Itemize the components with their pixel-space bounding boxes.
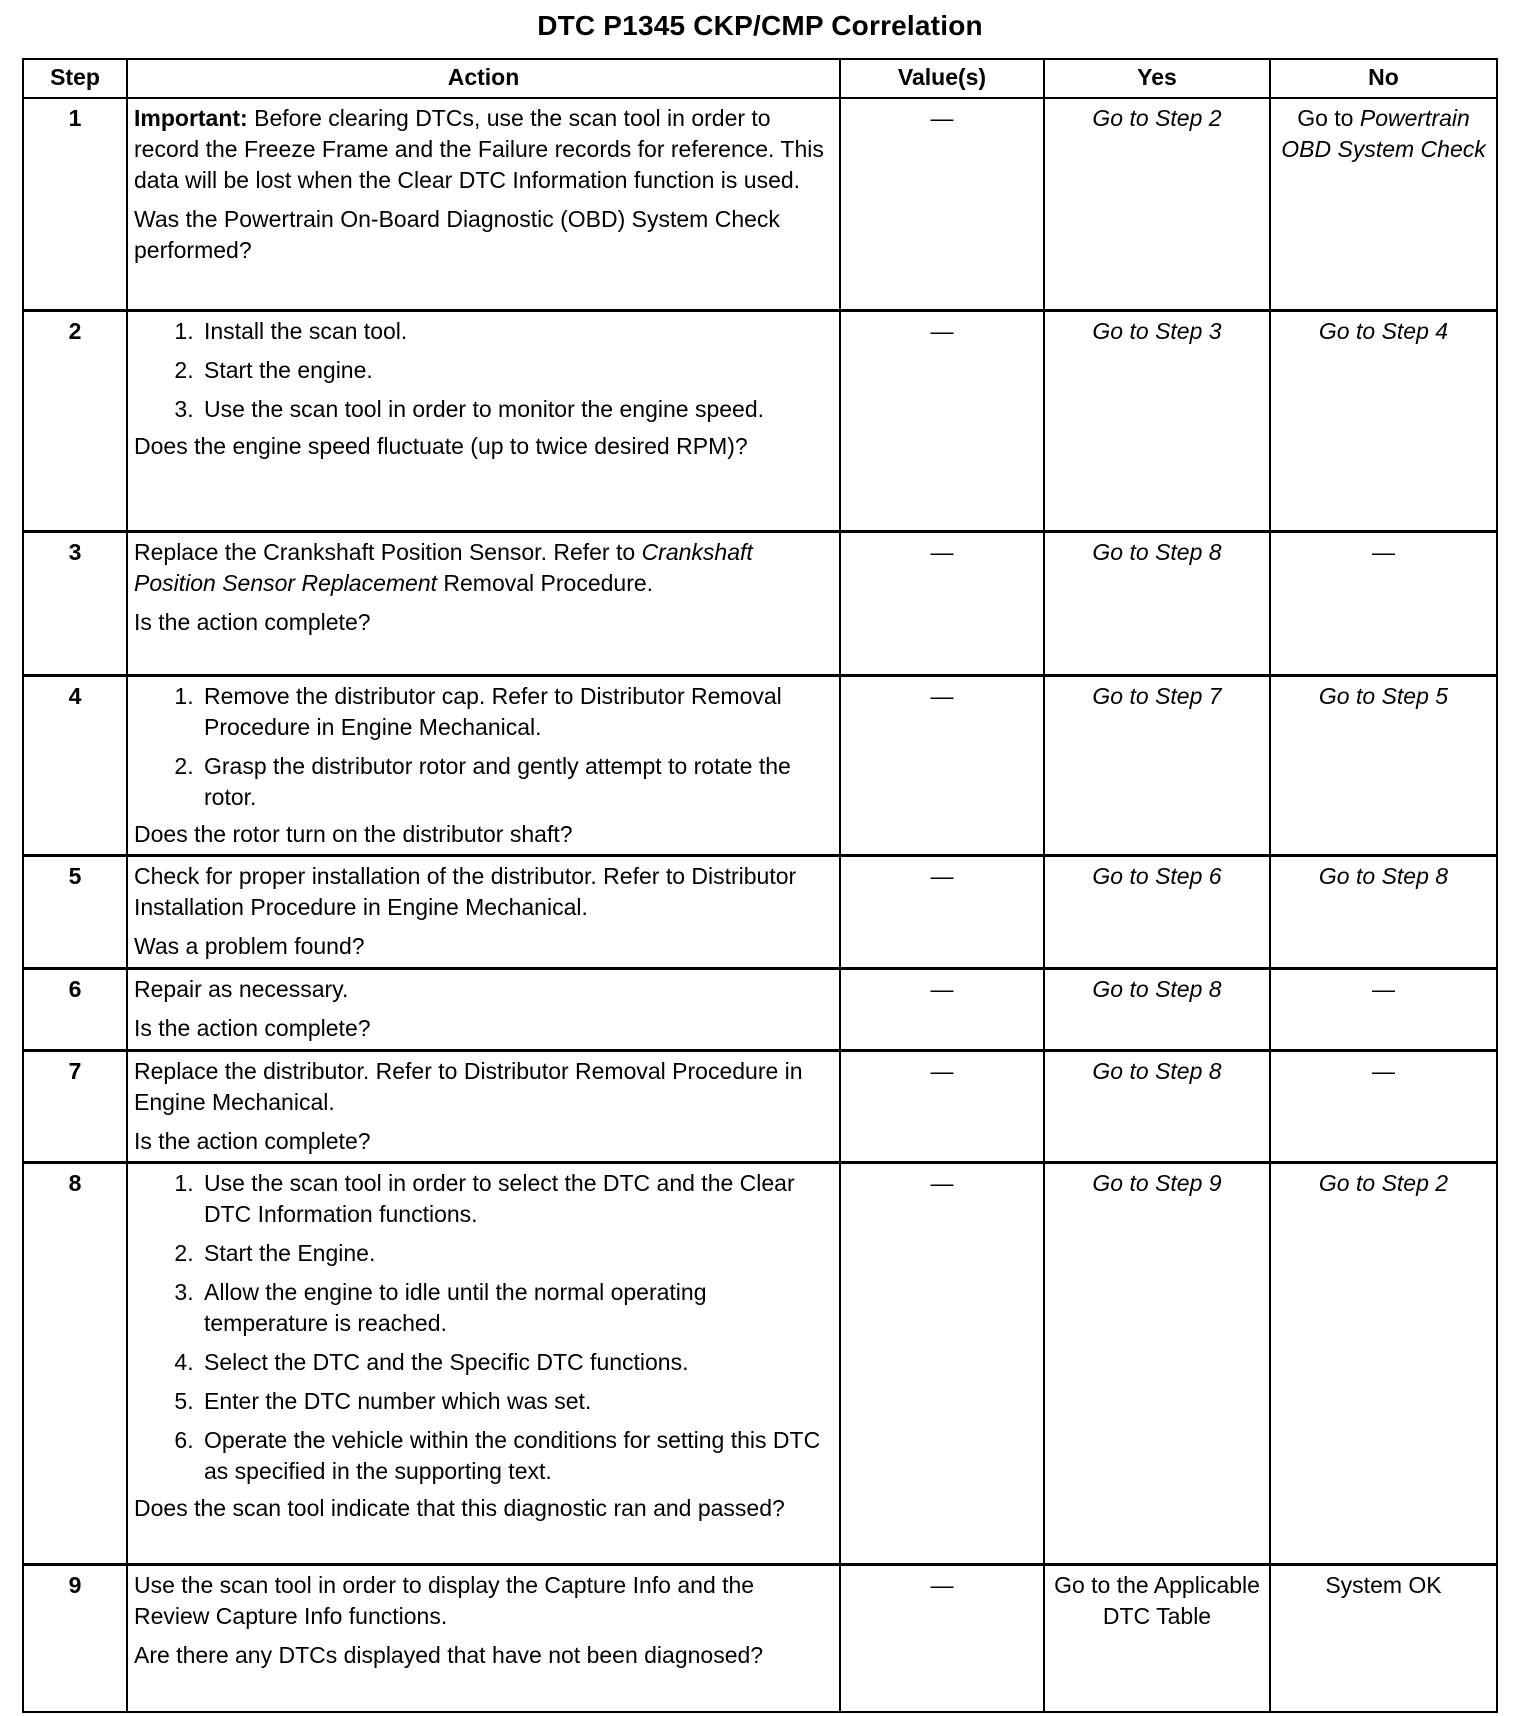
table-row [23,1564,1497,1712]
action-question: Was the Powertrain On-Board Diagnostic (OBD) System Check performed? [134,206,780,263]
action-cell [127,855,840,968]
action-cell [127,1162,840,1564]
yes-link[interactable]: Go to the Applicable DTC Table [1044,1564,1270,1712]
list-item: 2. Grasp the distributor rotor and gently attempt to rotate the rotor. [200,751,833,813]
action-text-part: Removal Procedure. [437,569,654,596]
action-cell [127,675,840,855]
header-no: No [1270,59,1497,98]
header-values: Value(s) [840,59,1044,98]
table-row [23,968,1497,1050]
no-link-ref: Powertrain OBD System Check [1281,105,1486,162]
step-number: 9 [23,1564,127,1712]
step-number: 4 [23,675,127,855]
step-number: 3 [23,531,127,675]
header-action: Action [127,59,840,98]
yes-link[interactable]: Go to Step 3 [1044,310,1270,531]
yes-link[interactable]: Go to Step 9 [1044,1162,1270,1564]
action-text: Repair as necessary. [134,975,349,1002]
action-question: Is the action complete? [134,1127,371,1154]
no-link[interactable]: Go to Step 8 [1270,855,1497,968]
action-text: Use the scan tool in order to display the Capture Info and the Review Capture Info functions. [134,1571,755,1629]
value-cell: — [840,968,1044,1050]
table-row [23,1050,1497,1162]
list-item: 1. Use the scan tool in order to select the DTC and the Clear DTC Information functions. [200,1168,833,1230]
page-title: DTC P1345 CKP/CMP Correlation [537,10,983,41]
yes-link[interactable]: Go to Step 8 [1044,531,1270,675]
table-row [23,310,1497,531]
value-cell: — [840,310,1044,531]
action-text: Replace the distributor. Refer to Distributor Removal Procedure in Engine Mechanical. [134,1057,803,1115]
value-cell: — [840,1564,1044,1712]
list-item: 4. Select the DTC and the Specific DTC functions. [200,1347,833,1378]
no-link[interactable]: Go to Step 5 [1270,675,1497,855]
table-row [23,855,1497,968]
header-yes: Yes [1044,59,1270,98]
action-question: Are there any DTCs displayed that have not been diagnosed? [134,1641,764,1668]
important-note [134,103,833,196]
list-item: 6. Operate the vehicle within the conditions for setting this DTC as specified in the supporting text. [200,1425,833,1487]
no-link[interactable]: Go to Step 2 [1270,1162,1497,1564]
action-cell [127,98,840,310]
table-row [23,1162,1497,1564]
value-cell: — [840,1050,1044,1162]
value-cell: — [840,531,1044,675]
no-result: System OK [1270,1564,1497,1712]
action-text-part: Replace the Crankshaft Position Sensor. Refer to [134,538,642,565]
yes-link[interactable]: Go to Step 2 [1044,98,1270,310]
action-cell [127,968,840,1050]
step-number: 1 [23,98,127,310]
list-item: 2. Start the Engine. [200,1238,833,1269]
value-cell: — [840,675,1044,855]
no-link[interactable] [1270,98,1497,310]
no-value: — [1270,1050,1497,1162]
important-label: Important: [134,105,248,131]
list-item: 2. Start the engine. [200,355,833,386]
action-cell [127,531,840,675]
list-item: 1. Install the scan tool. [200,316,833,347]
table-row [23,675,1497,855]
table-row [23,531,1497,675]
header-row [23,59,1497,98]
header-step: Step [23,59,127,98]
action-steps-list [134,681,833,813]
no-link[interactable]: Go to Step 4 [1270,310,1497,531]
action-question: Is the action complete? [134,608,371,635]
important-text: Before clearing DTCs, use the scan tool in order to record the Freeze Frame and the Failure records for reference. This data will be lost when the Clear DTC Information function is used. [134,105,824,193]
action-steps-list [134,316,833,425]
no-value: — [1270,531,1497,675]
action-reference[interactable]: Crankshaft Position Sensor Replacement [134,538,753,596]
yes-link[interactable]: Go to Step 8 [1044,968,1270,1050]
action-steps-list [134,1168,833,1487]
no-value: — [1270,968,1497,1050]
diagnostic-table [22,58,1498,1713]
value-cell: — [840,855,1044,968]
list-item: 3. Use the scan tool in order to monitor the engine speed. [200,394,833,425]
action-cell [127,1050,840,1162]
list-item: 3. Allow the engine to idle until the normal operating temperature is reached. [200,1277,833,1339]
step-number: 8 [23,1162,127,1564]
yes-link[interactable]: Go to Step 7 [1044,675,1270,855]
action-cell [127,1564,840,1712]
action-text: Check for proper installation of the distributor. Refer to Distributor Installation Procedure in Engine Mechanical. [134,862,797,920]
action-question: Does the rotor turn on the distributor shaft? [134,820,573,847]
action-text [134,537,833,599]
step-number: 2 [23,310,127,531]
list-item: 1. Remove the distributor cap. Refer to Distributor Removal Procedure in Engine Mechanical. [200,681,833,743]
value-cell: — [840,98,1044,310]
action-question: Does the engine speed fluctuate (up to twice desired RPM)? [134,432,748,459]
value-cell: — [840,1162,1044,1564]
no-link-lead: Go to [1297,105,1360,131]
list-item: 5. Enter the DTC number which was set. [200,1386,833,1417]
action-cell [127,310,840,531]
yes-link[interactable]: Go to Step 6 [1044,855,1270,968]
step-number: 5 [23,855,127,968]
yes-link[interactable]: Go to Step 8 [1044,1050,1270,1162]
action-question: Does the scan tool indicate that this diagnostic ran and passed? [134,1494,785,1521]
step-number: 6 [23,968,127,1050]
table-row [23,98,1497,310]
action-question: Is the action complete? [134,1014,371,1041]
step-number: 7 [23,1050,127,1162]
action-question: Was a problem found? [134,932,365,959]
